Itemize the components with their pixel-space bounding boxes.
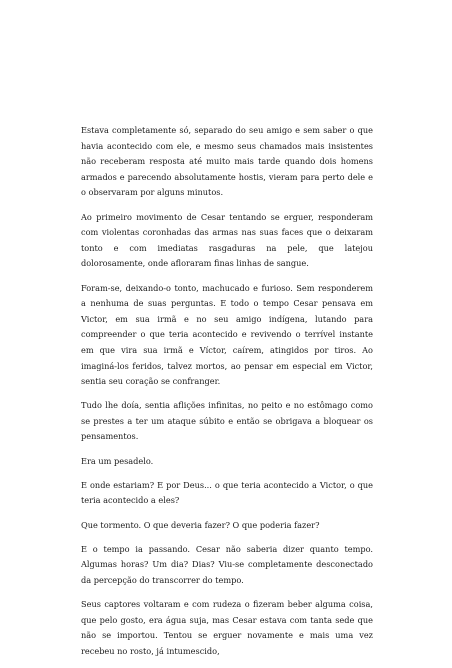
paragraph-9: Seus captores voltaram e com rudeza o fizeram beber alguma coisa, que pelo gosto, era água suja, mas Cesar estava com tanta sede que não se importou. Tentou se erguer novamente e mais uma vez recebeu no rosto, já intumescido, bbox=[81, 599, 373, 656]
paragraph-7: Que tormento. O que deveria fazer? O que poderia fazer? bbox=[81, 519, 320, 530]
paragraph-2: Ao primeiro movimento de Cesar tentando se erguer, responderam com violentas coronhadas das armas nas suas faces que o deixaram tonto e com imediatas rasgaduras na pele, que latejou dolorosamente, onde afloraram finas linhas de sangue. bbox=[81, 211, 373, 269]
paragraph-4: Tudo lhe doía, sentia aflições infinitas, no peito e no estômago como se prestes a ter um ataque súbito e então se obrigava a bloquear os pensamentos. bbox=[81, 400, 373, 442]
paragraph-1: Estava completamente só, separado do seu amigo e sem saber o que havia acontecido com ele, e mesmo seus chamados mais insistentes não receberam resposta até muito mais tarde quando dois homens armados e parecendo absolutamente hostis, vieram para perto dele e o observaram por alguns minutos. bbox=[81, 125, 373, 198]
paragraph-3: Foram-se, deixando-o tonto, machucado e furioso. Sem responderem a nenhuma de suas perguntas. E todo o tempo Cesar pensava em Victor, em sua irmã e no seu amigo indígena, lutando para compreender o que teria acontecido e revivendo o terrível instante em que vira sua irmã e Víctor, caírem, atingidos por tiros. Ao imaginá-los feridos, talvez mortos, ao pensar em especial em Victor, sentia seu coração se confranger. bbox=[81, 282, 373, 387]
body-text bbox=[81, 123, 373, 668]
paragraph-6: E onde estariam? E por Deus... o que teria acontecido a Victor, o que teria acontecido a eles? bbox=[81, 479, 373, 506]
paragraph-5: Era um pesadelo. bbox=[81, 455, 154, 466]
paragraph-8: E o tempo ia passando. Cesar não saberia dizer quanto tempo. Algumas horas? Um dia? Dias? Viu-se completamente desconectado da percepção do transcorrer do tempo. bbox=[81, 543, 373, 585]
